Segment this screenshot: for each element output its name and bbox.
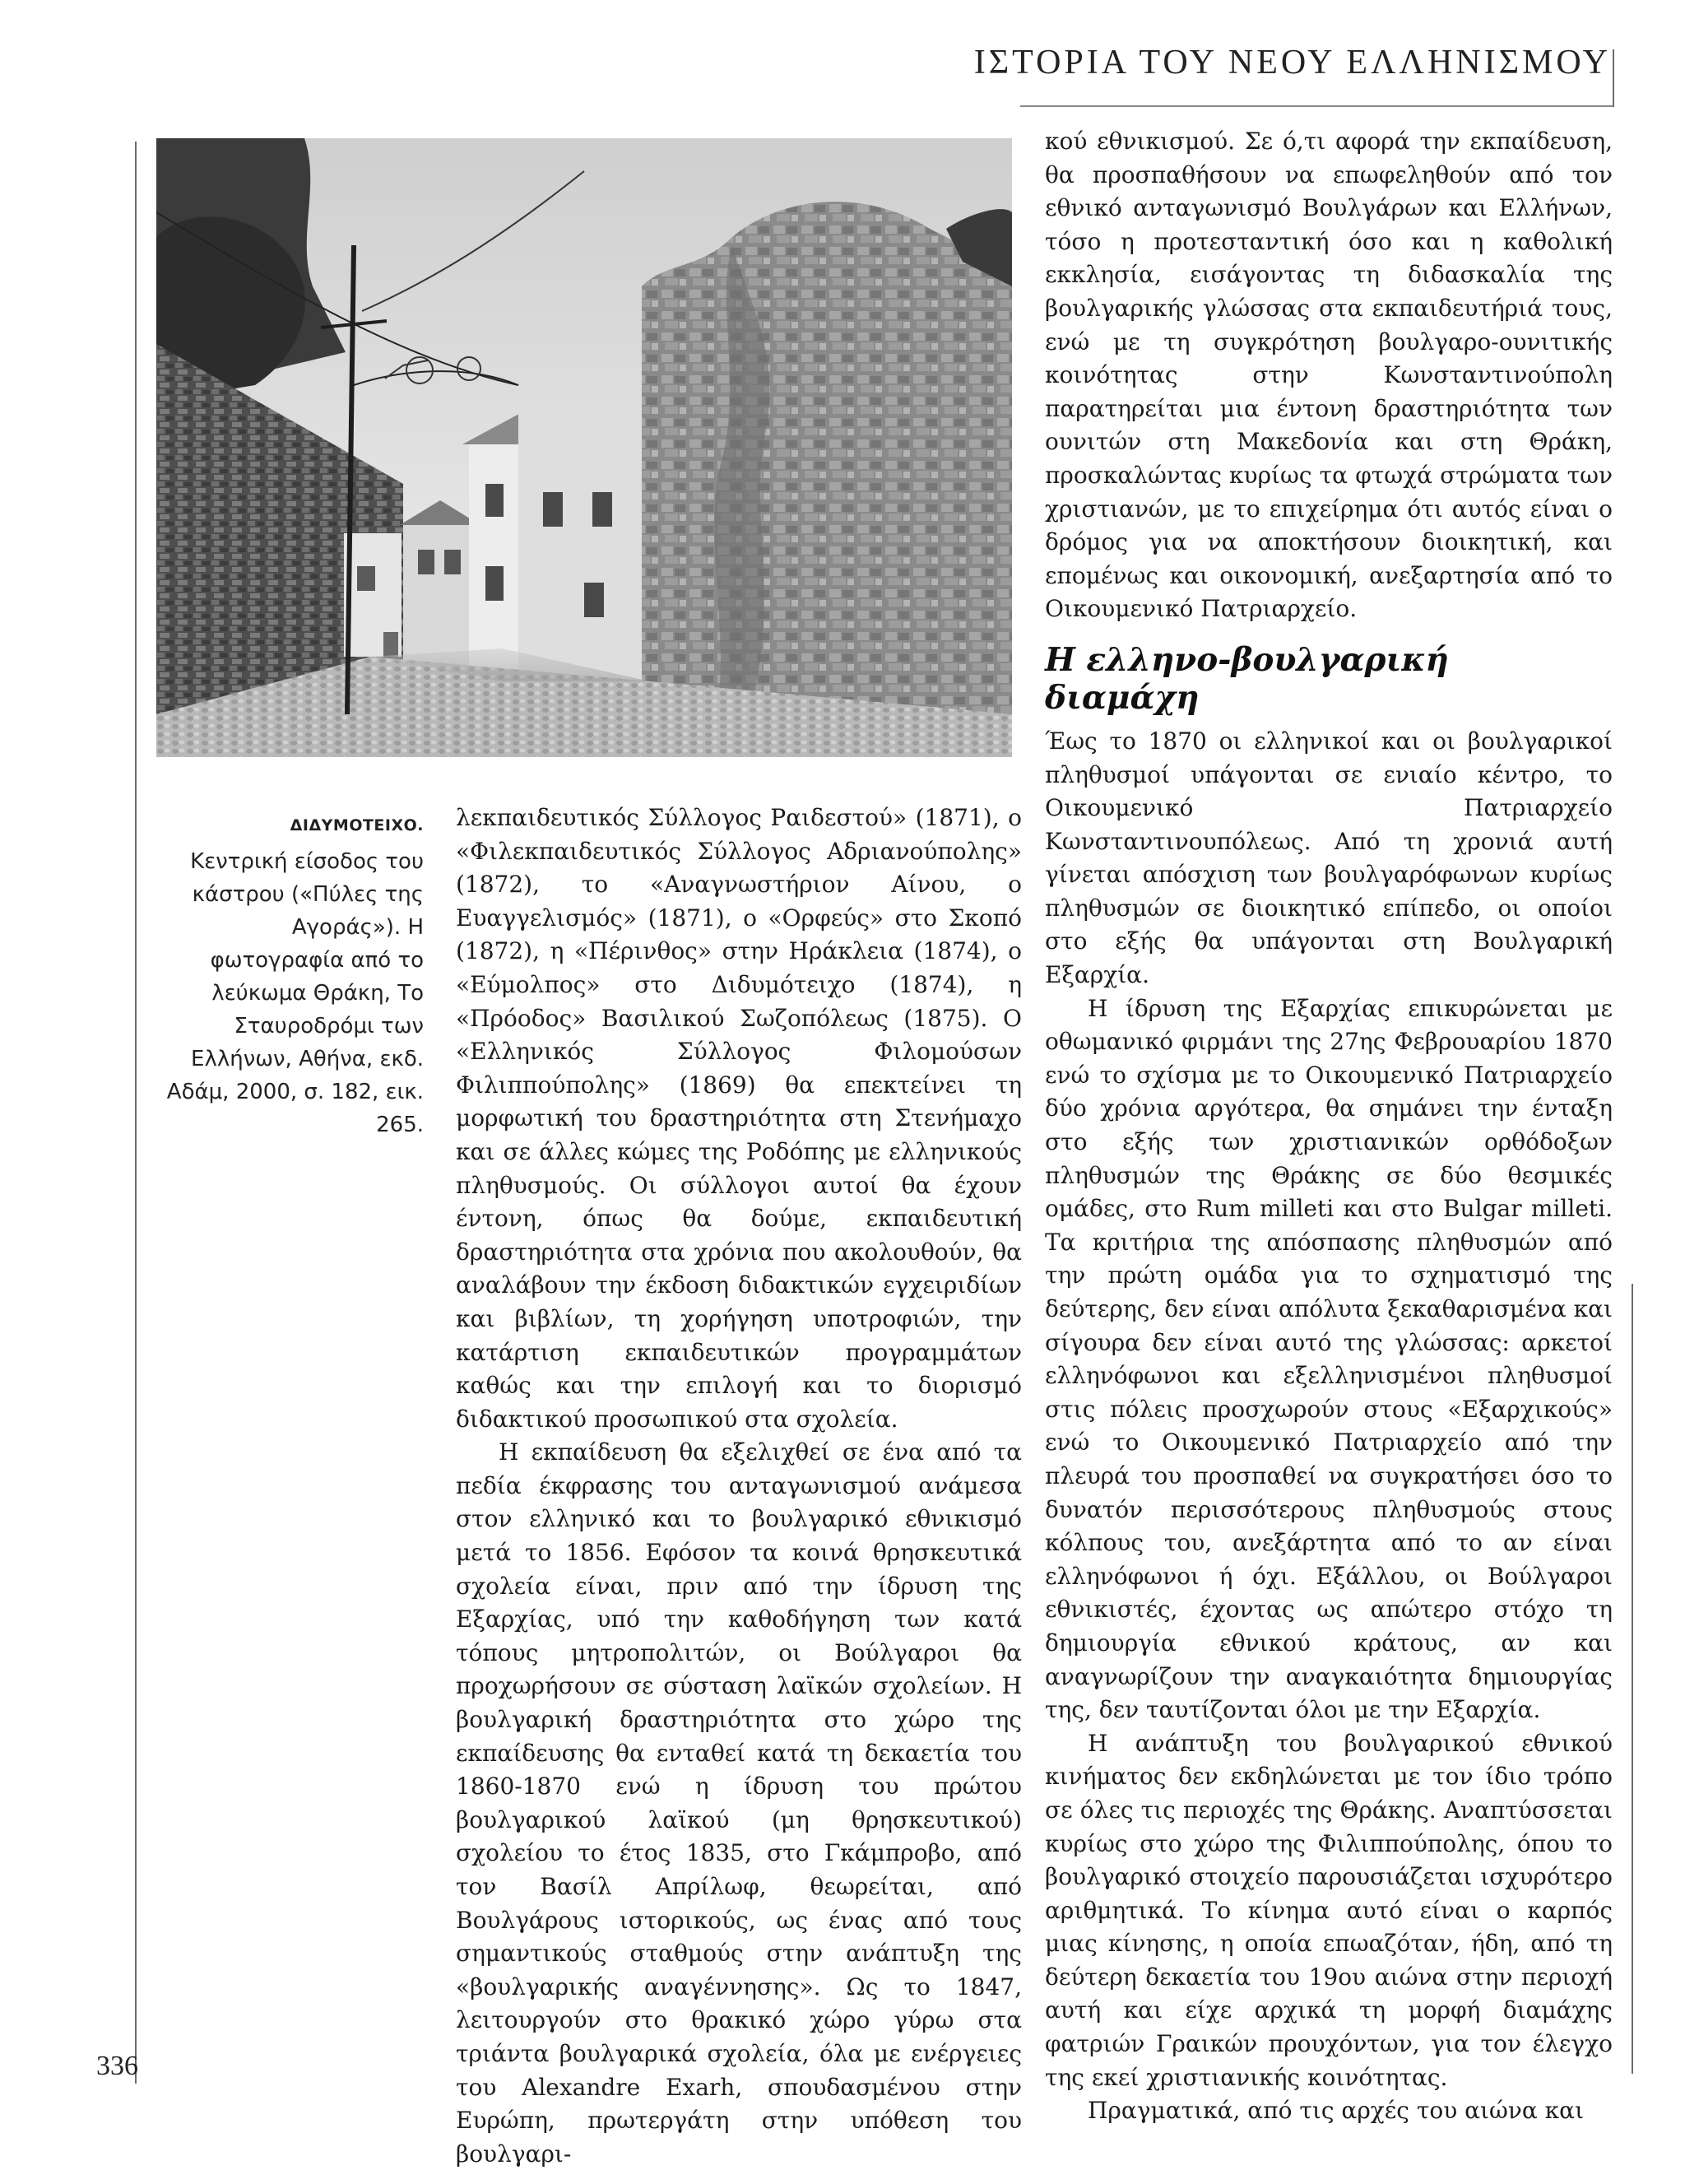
right-paragraph-5: Πραγματικά, από τις αρχές του αιώνα και [1088,2097,1585,2125]
page-number: 336 [96,2051,138,2081]
running-head: ΙΣΤΟΡΙΑ ΤΟΥ ΝΕΟΥ ΕΛΛΗΝΙΣΜΟΥ [973,44,1611,81]
right-paragraph-2: Έως το 1870 οι ελληνικοί και οι βουλγαρικοί πληθυσμοί υπάγονται σε ενιαίο κέντρο, το Οικουμενικό Πατριαρχείο Κωνσταντινουπόλεως. Από τη χρονιά αυτή γίνεται απόσχιση των βουλγαρόφωνων κυρίως πληθυσμών σε διοικητικό επίπεδο, οι οποίοι στο εξής θα υπάγονται στη Βουλγαρική Εξαρχία. [1045,727,1613,989]
right-margin-rule [1613,49,1614,107]
caption-place: ΔΙΔΥΜΟΤΕΙΧΟ. [290,816,424,834]
section-heading: Η ελληνο-βουλγαρική διαμάχη [1045,640,1449,717]
right-paragraph-3: Η ίδρυση της Εξαρχίας επικυρώνεται με οθωμανικό φιρμάνι της 27ης Φεβρουαρίου 1870 ενώ το σχίσμα με το Οικουμενικό Πατριαρχείο δύο χρόνια αργότερα, θα σημάνει την ένταξη στο εξής των χριστιανικών ορθόδοξων πληθυσμών της Θράκης σε δύο θεσμικές ομάδες, στο Rum milleti και στο Bulgar milleti. Τα κριτήρια της απόσπασης πληθυσμών από την πρώτη ομάδα για το σχηματισμό της δεύτερης, δεν είναι απόλυτα ξεκαθαρισμένα και σίγουρα δεν είναι αυτό της γλώσσας: αρκετοί ελληνόφωνοι και εξελληνισμένοι πληθυσμοί στις πόλεις προσχωρούν στους «Εξαρχικούς» ενώ το Οικουμενικό Πατριαρχείο από την πλευρά του προσπαθεί να συγκρατήσει όσο το δυνατόν περισσότερους πληθυσμούς στους κόλπους του, ανεξάρτητα από το αν είναι ελληνόφωνοι ή όχι. Εξάλλου, οι Βούλγαροι εθνικιστές, έχοντας ως απώτερο στόχο τη δημιουργία εθνικού κράτους, αν και αναγνωρίζουν την αναγκαιότητα δημιουργίας της, δεν ταυτίζονται όλοι με την Εξαρχία. [1045,994,1613,1724]
right-margin-rule-lower [1632,1284,1633,2074]
middle-paragraph-1: λεκπαιδευτικός Σύλλογος Ραιδεστού» (1871), ο «Φιλεκπαιδευτικός Σύλλογος Αδριανούπολης» (1872), το «Αναγνωστήριον Αίνου, ο Ευαγγελισμός» (1871), ο «Ορφεύς» στο Σκοπό (1872), η «Πέρινθος» στην Ηράκλεια (1874), ο «Εύμολπος» στο Διδυμότειχο (1874), η «Πρόοδος» Βασιλικού Σωζοπόλεως (1875). Ο «Ελληνικός Σύλλογος Φιλομούσων Φιλιππούπολης» (1869) θα επεκτείνει τη μορφωτική του δραστηριότητα στη Στενήμαχο και σε άλλες κώμες της Ροδόπης με ελληνικούς πληθυσμούς. Οι σύλλογοι αυτοί θα έχουν έντονη, όπως θα δούμε, εκπαιδευτική δραστηριότητα στα χρόνια που ακολουθούν, θα αναλάβουν την έκδοση διδακτικών εγχειριδίων και βιβλίων, τη χορήγηση υποτροφιών, την κατάρτιση εκπαιδευτικών προγραμμάτων καθώς και την επιλογή και το διορισμό διδακτικού προσωπικού στα σχολεία. [456,804,1022,1433]
middle-paragraph-2: Η εκπαίδευση θα εξελιχθεί σε ένα από τα πεδία έκφρασης του ανταγωνισμού ανάμεσα στον ελληνικό και το βουλγαρικό εθνικισμό μετά το 1856. Εφόσον τα κοινά θρησκευτικά σχολεία είναι, πριν από την ίδρυση της Εξαρχίας, υπό την καθοδήγηση των κατά τόπους μητροπολιτών, οι Βούλγαροι θα προχωρήσουν σε σύσταση λαϊκών σχολείων. Η βουλγαρική δραστηριότητα στο χώρο της εκπαίδευσης θα ενταθεί κατά τη δεκαετία του 1860-1870 ενώ η ίδρυση του πρώτου βουλγαρικού λαϊκού (μη θρησκευτικού) σχολείου το έτος 1835, στο Γκάμπροβο, από τον Βασίλ Απρίλωφ, θεωρείται, από Βουλγάρους ιστορικούς, ως ένας από τους σημαντικούς σταθμούς στην ανάπτυξη της «βουλγαρικής αναγέννησης». Ως το 1847, λειτουργούν στο θρακικό χώρο γύρω στα τριάντα βουλγαρικά σχολεία, όλα με ενέργειες του Alexandre Exarh, σπουδασμένου στην Ευρώπη, πρωτεργάτη στην υπόθεση του βουλγαρι- [456,1438,1022,2168]
castle-gate-photo [156,138,1012,757]
photo-caption [160,809,424,1141]
left-margin-rule [135,142,137,2084]
castle-gate-illustration [156,138,1012,757]
middle-column [456,802,1022,2171]
right-column [1045,125,1613,2128]
caption-text: Κεντρική είσοδος του κάστρου («Πύλες της Αγοράς»). Η φωτογραφία από το λεύκωμα Θράκη, Το Σταυροδρόμι των Ελλήνων, Αθήνα, εκδ. Αδάμ, 2000, σ. 182, εικ. 265. [166,849,424,1137]
right-paragraph-4: Η ανάπτυξη του βουλγαρικού εθνικού κινήματος δεν εκδηλώνεται με τον ίδιο τρόπο σε όλες τις περιοχές της Θράκης. Αναπτύσσεται κυρίως στο χώρο της Φιλιππούπολης, όπου το βουλγαρικό στοιχείο παρουσιάζεται ισχυρότερο αριθμητικά. Το κίνημα αυτό είναι ο καρπός μιας κίνησης, η οποία επωαζόταν, ήδη, από τη δεύτερη δεκαετία του 19ου αιώνα στην περιοχή αυτή και είχε αρχικά τη μορφή διαμάχης φατριών Γραικών προυχόντων, για τον έλεγχο της εκεί χριστιανικής κοινότητας. [1045,1729,1613,2091]
header-rule [1020,105,1613,107]
right-paragraph-1: κού εθνικισμού. Σε ό,τι αφορά την εκπαίδευση, θα προσπαθήσουν να επωφεληθούν από τον εθνικό ανταγωνισμό Βουλγάρων και Ελλήνων, τόσο η προτεσταντική όσο και η καθολική εκκλησία, εισάγοντας τη διδασκαλία της βουλγαρικής γλώσσας στα εκπαιδευτήριά τους, ενώ με τη συγκρότηση βουλγαρο-ουνιτικής κοινότητας στην Κωνσταντινούπολη παρατηρείται μια έντονη δραστηριότητα των ουνιτών στη Μακεδονία και στη Θράκη, προσκαλώντας κυρίως τα φτωχά στρώματα των χριστιανών, με το επιχείρημα ότι αυτός είναι ο δρόμος για να αποκτήσουν διοικητική, και επομένως και οικονομική, ανεξαρτησία από το Οικουμενικό Πατριαρχείο. [1045,128,1613,623]
